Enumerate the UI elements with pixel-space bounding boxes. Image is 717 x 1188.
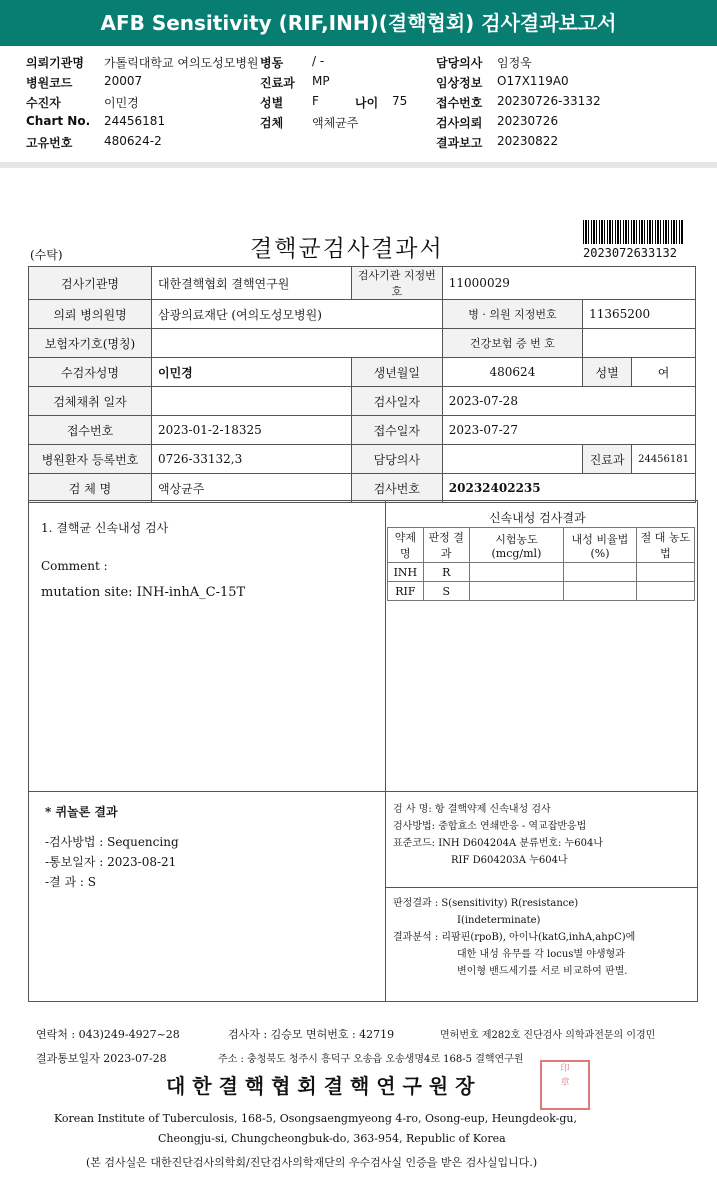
- ratio-cell: [564, 582, 637, 601]
- hosp-no-value: 11365200: [583, 300, 696, 329]
- method-line: 검사방법: 중합효소 연쇄반응 - 역교잡반응법: [393, 821, 587, 832]
- accession-value: 20230726-33132: [497, 94, 601, 108]
- quinolone-line: -검사방법 : Sequencing: [45, 835, 179, 849]
- judge-line: 대한 내성 유무를 각 locus별 야생형과: [457, 949, 625, 960]
- hospital-value: 가톨릭대학교 여의도성모병원: [104, 56, 259, 70]
- request-label: 검사의뢰: [436, 116, 483, 130]
- patient-no-label: 병원환자 등록번호: [29, 445, 152, 474]
- age-label: 나이: [355, 96, 379, 110]
- horizontal-divider: [29, 791, 697, 792]
- dept-value: MP: [312, 74, 330, 88]
- receipt-value: 2023-01-2-18325: [152, 416, 352, 445]
- receipt-date-value: 2023-07-27: [442, 416, 695, 445]
- report-value: 20230822: [497, 134, 559, 148]
- hosp-value: 삼광의료재단 (여의도성모병원): [152, 300, 443, 329]
- english-address-2: Cheongju-si, Chungcheongbuk-do, 363-954, Republic of Korea: [158, 1132, 506, 1145]
- result-cell: R: [423, 563, 469, 582]
- res-head: 절 대 농도법: [636, 528, 694, 563]
- hospital-code-label: 병원코드: [26, 76, 73, 90]
- quinolone-title: * 퀴놀론 결과: [45, 805, 118, 819]
- res-head: 시험농도 (mcg/ml): [469, 528, 563, 563]
- receipt-label: 접수번호: [29, 416, 152, 445]
- specimen-value: 액체균주: [312, 116, 359, 130]
- receipt-date-label: 접수일자: [351, 416, 442, 445]
- specimen-doc-label: 검 체 명: [29, 474, 152, 503]
- hospital-label: 의뢰기관명: [26, 56, 84, 70]
- certification: (본 검사실은 대한진단검사의학회/진단검사의학재단의 우수검사실 인증을 받은 검사실입니다.): [86, 1156, 538, 1169]
- barcode-number: 2023072633132: [583, 246, 677, 260]
- info-table: [28, 266, 696, 503]
- rapid-result-table: [387, 527, 695, 601]
- drug-cell: INH: [388, 563, 424, 582]
- judge-line: 판정결과 : S(sensitivity) R(resistance): [393, 898, 579, 909]
- unique-no-label: 고유번호: [26, 136, 73, 150]
- report-label: 결과보고: [436, 136, 483, 150]
- test-no-value: 20232402235: [442, 474, 695, 503]
- dept-label: 진료과: [260, 76, 295, 90]
- document-title: 결핵균검사결과서: [250, 236, 444, 262]
- rapid-result-title: 신속내성 검사결과: [489, 511, 586, 525]
- name-value: 이민경: [152, 358, 352, 387]
- conc-cell: [469, 582, 563, 601]
- test-date-label: 검사일자: [351, 387, 442, 416]
- conc-cell: [469, 563, 563, 582]
- method-line: 표준코드: INH D604204A 분류번호: 누604나: [393, 838, 603, 849]
- doctor-label: 담당의사: [436, 56, 483, 70]
- barcode: [583, 220, 683, 244]
- abs-cell: [636, 563, 694, 582]
- notes-divider: [385, 887, 697, 888]
- hosp-no-label: 병 · 의원 지정번호: [442, 300, 582, 329]
- patient-no-value: 0726-33132,3: [152, 445, 352, 474]
- res-head: 내성 비율법(%): [564, 528, 637, 563]
- dob-value: 480624: [442, 358, 582, 387]
- insurer-label: 보험자기호(명칭): [29, 329, 152, 358]
- vertical-divider: [385, 501, 386, 1001]
- quinolone-line: -통보일자 : 2023-08-21: [45, 855, 177, 869]
- abs-cell: [636, 582, 694, 601]
- org-label: 검사기관명: [29, 267, 152, 300]
- method-line: 검 사 명: 항 결핵약제 신속내성 검사: [393, 804, 551, 815]
- chart-no-value: 24456181: [104, 114, 166, 128]
- contact: 연락처 : 043)249-4927~28: [36, 1028, 180, 1041]
- org-value: 대한결핵협회 결핵연구원: [152, 267, 352, 300]
- sex-doc-value: 여: [632, 358, 696, 387]
- mutation-site: mutation site: INH-inhA_C-15T: [41, 585, 246, 600]
- clinical-value: O17X119A0: [497, 74, 569, 88]
- english-address-1: Korean Institute of Tuberculosis, 168-5, Osongsaengmyeong 4-ro, Osong-eup, Heungdeok-gu,: [54, 1112, 578, 1125]
- health-card-value: [583, 329, 696, 358]
- method-notes: [393, 801, 603, 869]
- health-card-label: 건강보험 증 번 호: [442, 329, 582, 358]
- org-no-label: 검사기관 지정번호: [351, 267, 442, 300]
- clinical-label: 임상정보: [436, 76, 483, 90]
- received-tag: (수탁): [30, 248, 63, 262]
- unique-no-value: 480624-2: [104, 134, 162, 148]
- organization: 대 한 결 핵 협 회 결 핵 연 구 원 장: [166, 1074, 475, 1098]
- hosp-label: 의뢰 병의원명: [29, 300, 152, 329]
- judge-line: 결과분석 : 리팜핀(rpoB), 아이나(katG,inhA,ahpC)에: [393, 932, 636, 943]
- request-value: 20230726: [497, 114, 559, 128]
- sex-label: 성별: [260, 96, 284, 110]
- specimen-doc-value: 액상균주: [152, 474, 352, 503]
- notify-date: 결과통보일자 2023-07-28: [36, 1052, 167, 1065]
- address: 주소 : 충청북도 청주시 흥덕구 오송읍 오송생명4로 168-5 결핵연구원: [218, 1054, 524, 1065]
- doctor-value: 임정욱: [497, 56, 532, 70]
- hospital-code-value: 20007: [104, 74, 143, 88]
- res-head: 판정 결과: [423, 528, 469, 563]
- table-row: [388, 582, 695, 601]
- drug-cell: RIF: [388, 582, 424, 601]
- test-date-value: 2023-07-28: [442, 387, 695, 416]
- sex-doc-label: 성별: [583, 358, 632, 387]
- doctor-doc-label: 담당의사: [351, 445, 442, 474]
- chart-no-label: Chart No.: [26, 114, 91, 128]
- insurer-value: [152, 329, 443, 358]
- patient-value: 이민경: [104, 96, 139, 110]
- specimen-label: 검체: [260, 116, 284, 130]
- judge-notes: [393, 895, 635, 980]
- results-box: [28, 500, 698, 1002]
- dept-doc-value: 24456181: [632, 445, 696, 474]
- dob-label: 생년월일: [351, 358, 442, 387]
- ward-label: 병동: [260, 56, 284, 70]
- scanned-document: [0, 170, 717, 1188]
- doctor-doc-value: [442, 445, 582, 474]
- license: 면허번호 제282호 진단검사 의학과전문의 이경민: [440, 1030, 656, 1041]
- method-line: RIF D604203A 누604나: [451, 855, 568, 866]
- accession-label: 접수번호: [436, 96, 483, 110]
- org-no-value: 11000029: [442, 267, 695, 300]
- res-head: 약제명: [388, 528, 424, 563]
- ward-value: / -: [312, 54, 325, 68]
- name-label: 수검자성명: [29, 358, 152, 387]
- patient-label: 수진자: [26, 96, 61, 110]
- collect-label: 검체채취 일자: [29, 387, 152, 416]
- report-header: [0, 50, 717, 158]
- sex-value: F: [312, 94, 319, 108]
- test-heading: 1. 결핵균 신속내성 검사: [41, 521, 169, 535]
- report-title: AFB Sensitivity (RIF,INH)(결핵협회) 검사결과보고서: [0, 0, 717, 46]
- comment-label: Comment :: [41, 559, 108, 573]
- age-value: 75: [392, 94, 408, 108]
- test-no-label: 검사번호: [351, 474, 442, 503]
- table-row: [388, 563, 695, 582]
- collect-value: [152, 387, 352, 416]
- quinolone-line: -결 과 : S: [45, 875, 96, 889]
- official-seal: 印 章: [540, 1060, 590, 1110]
- dept-doc-label: 진료과: [583, 445, 632, 474]
- result-cell: S: [423, 582, 469, 601]
- ratio-cell: [564, 563, 637, 582]
- judge-line: 변이형 밴드세기를 서로 비교하여 판별.: [457, 966, 628, 977]
- judge-line: I(indeterminate): [457, 915, 541, 926]
- divider: [0, 162, 717, 168]
- tester: 검사자 : 김승모 면허번호 : 42719: [228, 1028, 395, 1041]
